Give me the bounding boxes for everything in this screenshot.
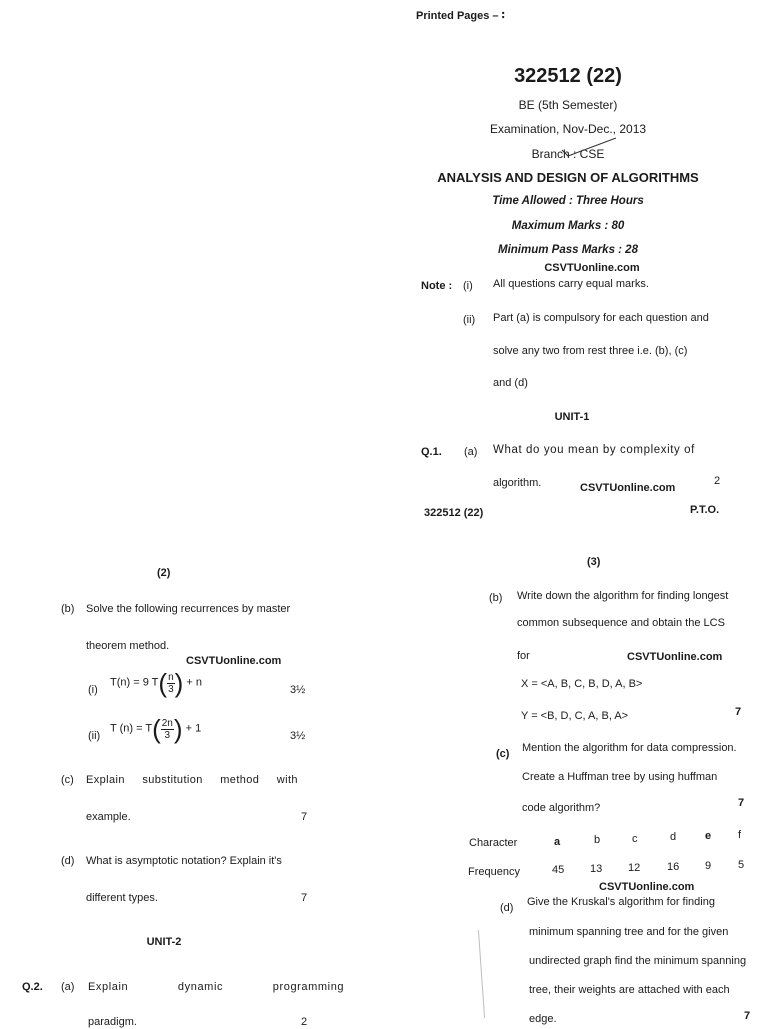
q1d-marks: 7 <box>744 1010 751 1022</box>
q2a-line2: paradigm. <box>88 1016 137 1028</box>
q2-label: Q.2. <box>22 981 43 993</box>
lcs-y-sequence: Y = <B, D, C, A, B, A> <box>521 710 629 722</box>
recurrence-i-equation: T(n) = 9 T( $\frac{n}{3}$ ) + n <box>110 668 202 698</box>
recurrence-ii-rhs: + 1 <box>185 722 202 735</box>
table-char-c: c <box>632 833 638 845</box>
table-char-d: d <box>670 831 677 843</box>
note-i-text: All questions carry equal marks. <box>493 278 649 290</box>
q1a-line1: What do you mean by complexity of <box>493 444 695 456</box>
q1c-line3: code algorithm? <box>522 802 601 814</box>
note-label: Note : <box>421 280 453 292</box>
q1c-marks: 7 <box>738 797 745 809</box>
q1b-line1: Solve the following recurrences by master <box>86 603 291 615</box>
paper-code-title: 322512 (22) <box>514 65 622 87</box>
q1d-line2: different types. <box>86 892 158 904</box>
page-number: (2) <box>157 567 171 579</box>
minimum-pass-marks: Minimum Pass Marks : 28 <box>498 244 638 256</box>
exam-line: Examination, Nov-Dec., 2013 <box>489 122 647 136</box>
table-char-a: a <box>554 836 561 848</box>
q1d-line5: edge. <box>529 1013 557 1025</box>
note-i-number: (i) <box>463 280 473 292</box>
pto-label: P.T.O. <box>690 504 720 516</box>
table-char-f: f <box>738 829 742 841</box>
q1d-line3: undirected graph find the minimum spanning <box>529 955 747 967</box>
scan-artifact-line <box>478 930 485 1018</box>
maximum-marks: Maximum Marks : 80 <box>511 220 625 232</box>
recurrence-i-marks: 3½ <box>290 684 306 696</box>
lcs-x-sequence: X = <A, B, C, B, D, A, B> <box>521 678 643 690</box>
recurrence-i-lhs: T(n) = 9 T <box>110 676 159 689</box>
table-freq-a: 45 <box>552 864 565 876</box>
unit-2-heading: UNIT-2 <box>146 936 182 948</box>
table-freq-f: 5 <box>738 859 745 871</box>
q1c-line1: Explain substitution method with <box>86 774 298 786</box>
watermark: CSVTUonline.com <box>186 655 282 667</box>
q1c-line2: Create a Huffman tree by using huffman <box>522 771 718 783</box>
q2a-marks: 2 <box>301 1016 308 1028</box>
watermark: CSVTUonline.com <box>599 881 695 893</box>
watermark: CSVTUonline.com <box>544 262 640 274</box>
recurrence-i-fraction <box>167 672 175 695</box>
footer-paper-code: 322512 (22) <box>424 507 484 519</box>
note-ii-line1: Part (a) is compulsory for each question and <box>493 312 709 324</box>
q1d-label: (d) <box>500 902 514 914</box>
q1c-label: (c) <box>496 748 510 760</box>
fraction-denominator: 3 <box>164 729 171 741</box>
q1b-line3: for <box>517 650 530 662</box>
recurrence-ii-lhs: T (n) = T <box>110 722 153 735</box>
note-ii-line2: solve any two from rest three i.e. (b), (c) <box>493 345 688 357</box>
q1a-marks: 2 <box>714 475 721 487</box>
q1d-line1: Give the Kruskal's algorithm for finding <box>527 896 715 908</box>
q1-label: Q.1. <box>421 446 442 458</box>
q1b-marks: 7 <box>735 706 742 718</box>
q1d-line1: What is asymptotic notation? Explain it's <box>86 855 282 867</box>
recurrence-i-label: (i) <box>88 684 98 696</box>
pen-tick-mark <box>560 134 620 158</box>
q1d-label: (d) <box>61 855 75 867</box>
printed-pages-label: Printed Pages – ∶ <box>416 10 505 22</box>
recurrence-i-rhs: + n <box>186 676 202 689</box>
watermark: CSVTUonline.com <box>627 651 723 663</box>
recurrence-ii-fraction <box>161 718 174 741</box>
q1b-line1: Write down the algorithm for finding longest <box>517 590 729 602</box>
table-freq-b: 13 <box>590 863 603 875</box>
time-allowed: Time Allowed : Three Hours <box>492 195 644 207</box>
q2a-line1: Explain dynamic programming <box>88 981 345 993</box>
recurrence-ii-marks: 3½ <box>290 730 306 742</box>
table-freq-e: 9 <box>705 860 712 872</box>
q1c-line1: Mention the algorithm for data compression. <box>522 742 737 754</box>
q1c-line2: example. <box>86 811 131 823</box>
recurrence-ii-equation: T (n) = T( $\frac{2n}{3}$ ) + 1 <box>110 714 202 744</box>
q1b-line2: common subsequence and obtain the LCS <box>517 617 725 629</box>
q1a-line2: algorithm. <box>493 477 542 489</box>
q1c-marks: 7 <box>301 811 308 823</box>
q1b-line2: theorem method. <box>86 640 170 652</box>
q1a-label: (a) <box>464 446 478 458</box>
table-character-label: Character <box>469 837 518 849</box>
note-ii-number: (ii) <box>463 314 476 326</box>
recurrence-ii-label: (ii) <box>88 730 101 742</box>
note-ii-line3: and (d) <box>493 377 528 389</box>
fraction-numerator: 2n <box>161 717 173 729</box>
table-char-b: b <box>594 834 601 846</box>
q1c-label: (c) <box>61 774 74 786</box>
fraction-numerator: n <box>168 671 174 683</box>
semester-line: BE (5th Semester) <box>518 98 618 112</box>
subject-title: ANALYSIS AND DESIGN OF ALGORITHMS <box>437 170 699 185</box>
q1d-line2: minimum spanning tree and for the given <box>529 926 729 938</box>
table-frequency-label: Frequency <box>468 866 520 878</box>
fraction-denominator: 3 <box>168 683 174 695</box>
q1b-label: (b) <box>61 603 75 615</box>
q1d-line4: tree, their weights are attached with each <box>529 984 730 996</box>
branch-line: Branch : CSE <box>531 147 605 161</box>
q1b-label: (b) <box>489 592 503 604</box>
watermark: CSVTUonline.com <box>580 482 676 494</box>
table-freq-d: 16 <box>667 861 680 873</box>
unit-1-heading: UNIT-1 <box>554 411 590 423</box>
q2a-label: (a) <box>61 981 75 993</box>
table-freq-c: 12 <box>628 862 641 874</box>
page-number: (3) <box>587 556 601 568</box>
q1d-marks: 7 <box>301 892 308 904</box>
table-char-e: e <box>705 830 712 842</box>
